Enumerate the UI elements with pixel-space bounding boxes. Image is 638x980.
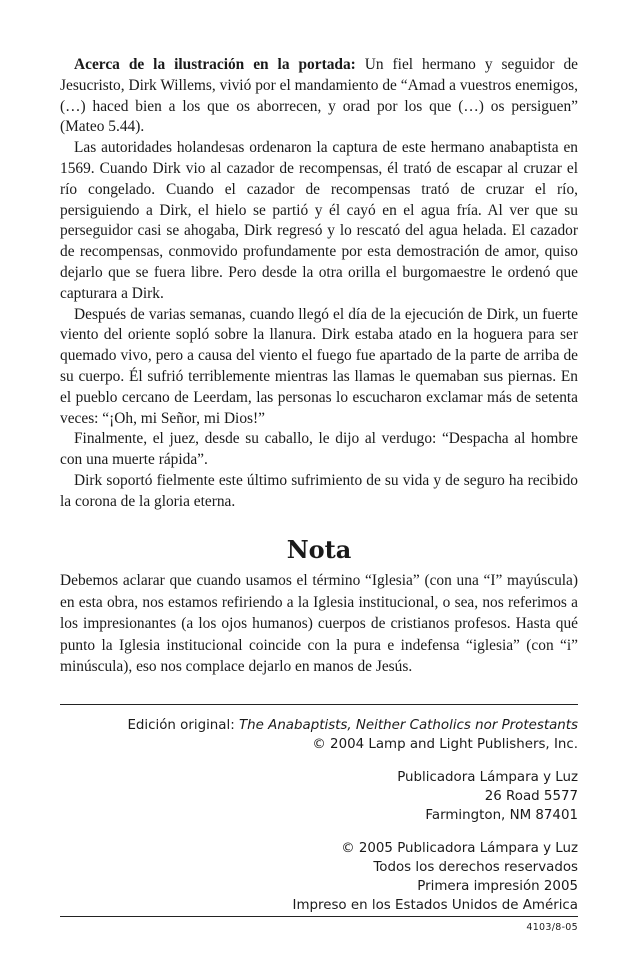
cover-note-paragraph-2: Las autoridades holandesas ordenaron la captura de este hermano anabaptista en 1569. Cuando Dirk vio al cazador de recompensas, él trató de escapar al cruzar el río congelado. Cuando el cazador de recompensas trató de cruzar el río, persiguiendo a Dirk, el hielo se partió y él cayó en el agua fría. Al ver que su perseguidor casi se ahogaba, Dirk regresó y lo rescató del agua helada. El cazador de recompensas, conmovido profundamente por esta demostración de amor, quiso dejarlo que se fuera libre. Pero desde la otra orilla el burgomaestre le ordenó que capturara a Dirk. [60, 139, 578, 302]
original-edition-label: Edición original: [127, 718, 235, 733]
cover-note-paragraph-4: Finalmente, el juez, desde su caballo, le dijo al verdugo: “Despacha al hombre con una muerte rápida”. [60, 430, 578, 469]
cover-note-paragraph-1 [60, 55, 578, 138]
original-edition-copyright: © 2004 Lamp and Light Publishers, Inc. [312, 737, 578, 752]
publisher-city: Farmington, NM 87401 [425, 808, 578, 823]
rights-reserved-line: Todos los derechos reservados [373, 860, 578, 875]
cover-illustration-note [60, 55, 578, 513]
original-edition-title: The Anabaptists, Neither Catholics nor Protestants [239, 718, 578, 733]
cover-note-text-1: Un fiel hermano y seguidor de Jesucristo, Dirk Willems, vivió por el mandamiento de “Amad a vuestros enemigos, (…) haced bien a los que os aborrecen, y orad por los que (…) os persiguen” (Mateo 5.44). [60, 56, 578, 136]
top-divider [60, 704, 578, 705]
cover-note-paragraph-5: Dirk soportó fielmente este último sufrimiento de su vida y de seguro ha recibido la corona de la gloria eterna. [60, 471, 578, 510]
original-edition-block [60, 716, 578, 754]
publisher-street: 26 Road 5577 [484, 789, 578, 804]
cover-note-heading: Acerca de la ilustración en la portada: [74, 56, 356, 73]
original-edition-line [60, 716, 578, 735]
copyright-block [60, 839, 578, 915]
copyright-line: © 2005 Publicadora Lámpara y Luz [341, 841, 578, 856]
nota-heading: Nota [286, 535, 352, 564]
first-printing-line: Primera impresión 2005 [417, 879, 578, 894]
nota-paragraph: Debemos aclarar que cuando usamos el término “Iglesia” (con una “I” mayúscula) en esta obra, nos estamos refiriendo a la Iglesia institucional, o sea, nos referimos a los impresionantes (a los ojos humanos) cuerpos de cristianos profesos. Hasta qué punto la Iglesia institucional coincide con la pura e indefensa “iglesia” (con “i” minúscula), eso nos complace dejarlo en manos de Jesús. [60, 572, 578, 676]
publisher-address [60, 768, 578, 825]
print-code: 4103/8-05 [526, 922, 578, 933]
printed-in-line: Impreso en los Estados Unidos de América [292, 898, 578, 913]
cover-note-paragraph-3: Después de varias semanas, cuando llegó el día de la ejecución de Dirk, un fuerte viento del oriente sopló sobre la llanura. Dirk estaba atado en la hoguera para ser quemado vivo, pero a causa del viento el fuego fue apartado de la parte de arriba de su cuerpo. Él sufrió terriblemente mientras las llamas le quemaban sus piernas. En el pueblo cercano de Leerdam, las personas lo escucharon exclamar más de setenta veces: “¡Oh, mi Señor, mi Dios!” [60, 305, 578, 427]
bottom-divider [60, 916, 578, 917]
publisher-name: Publicadora Lámpara y Luz [397, 770, 578, 785]
